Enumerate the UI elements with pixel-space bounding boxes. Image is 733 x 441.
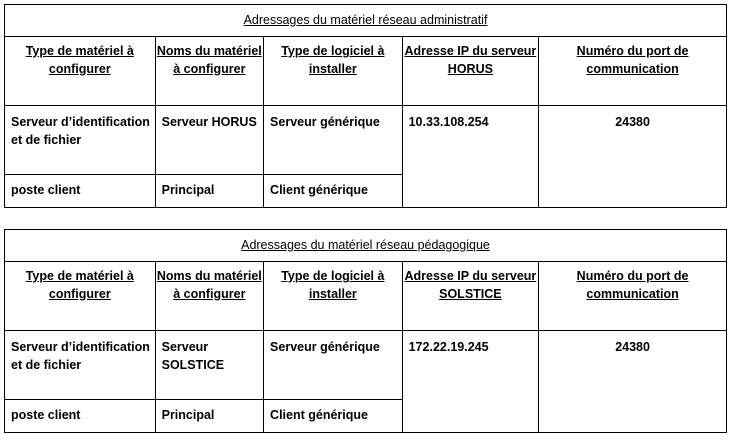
cell-type-materiel: poste client: [5, 175, 156, 208]
cell-port: 24380: [539, 106, 727, 208]
header-type-materiel: Type de matériel à configurer: [5, 262, 156, 331]
cell-adresse-ip: 172.22.19.245: [402, 331, 539, 433]
cell-nom-materiel: Principal: [155, 400, 263, 433]
header-port: Numéro du port de communication: [539, 37, 727, 106]
cell-nom-materiel: Principal: [155, 175, 263, 208]
table-title: Adressages du matériel réseau administratif: [5, 5, 727, 37]
cell-type-logiciel: Serveur générique: [264, 106, 403, 175]
header-type-logiciel: Type de logiciel à installer: [264, 37, 403, 106]
cell-adresse-ip: 10.33.108.254: [402, 106, 539, 208]
header-type-logiciel: Type de logiciel à installer: [264, 262, 403, 331]
header-noms-materiel: Noms du matériel à configurer: [155, 262, 263, 331]
header-adresse-ip: Adresse IP du serveur HORUS: [402, 37, 539, 106]
cell-type-materiel: Serveur d’identification et de fichier: [5, 331, 156, 400]
cell-type-logiciel: Serveur générique: [264, 331, 403, 400]
header-adresse-ip: Adresse IP du serveur SOLSTICE: [402, 262, 539, 331]
table-title: Adressages du matériel réseau pédagogique: [5, 230, 727, 262]
cell-type-materiel: poste client: [5, 400, 156, 433]
cell-nom-materiel: Serveur HORUS: [155, 106, 263, 175]
header-noms-materiel: Noms du matériel à configurer: [155, 37, 263, 106]
cell-type-materiel: Serveur d’identification et de fichier: [5, 106, 156, 175]
cell-port: 24380: [539, 331, 727, 433]
header-port: Numéro du port de communication: [539, 262, 727, 331]
cell-type-logiciel: Client générique: [264, 175, 403, 208]
table-pedagogique: [4, 229, 727, 433]
cell-nom-materiel: Serveur SOLSTICE: [155, 331, 263, 400]
header-type-materiel: Type de matériel à configurer: [5, 37, 156, 106]
cell-type-logiciel: Client générique: [264, 400, 403, 433]
table-administratif: [4, 4, 727, 208]
